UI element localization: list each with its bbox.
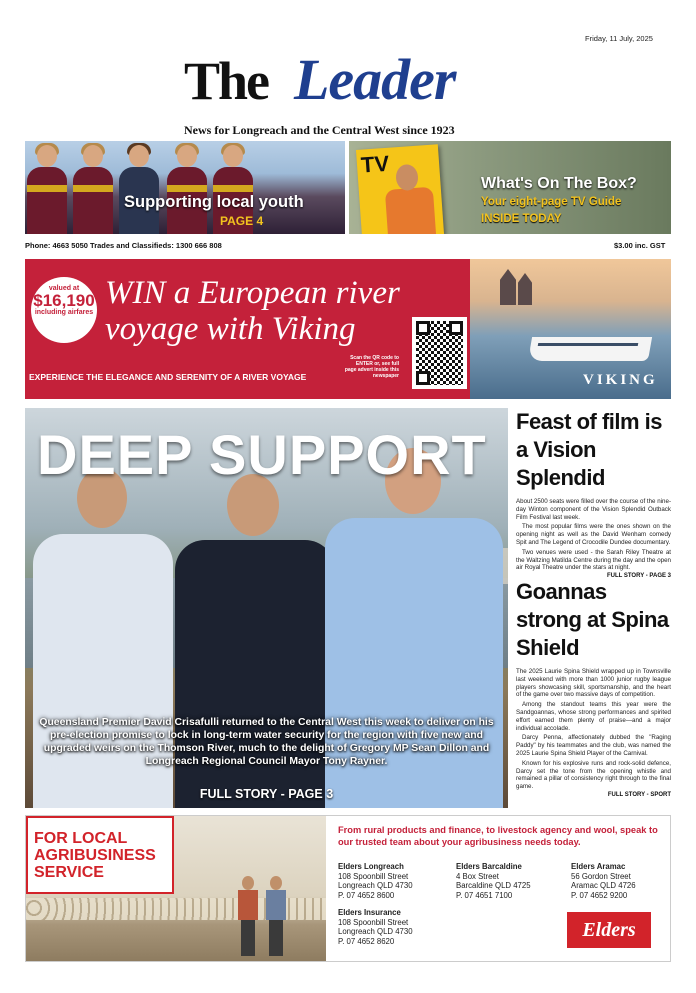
- tv-guide-mag-title: TV: [360, 150, 390, 178]
- side-story-2-p4: Known for his explosive runs and rock-solid defence, Darcy set the tone from the opening whistle and remained a pillar of consistency right through to the final game.: [516, 759, 671, 791]
- farmer-figure: [238, 876, 258, 956]
- contact-phone: Phone: 4663 5050 Trades and Classifieds: 1300 666 808: [25, 241, 222, 250]
- side-story-film[interactable]: [516, 408, 671, 579]
- elders-advert[interactable]: [25, 815, 671, 962]
- viking-red-panel: [25, 259, 470, 399]
- side-story-1-p3: Two venues were used - the Sarah Riley Theatre at the Waltzing Matilda Centre during the day and the open air Royal Theatre under the stars at night.: [516, 548, 671, 572]
- player-photo: [119, 145, 159, 234]
- lead-full-story-link[interactable]: FULL STORY - PAGE 3: [199, 787, 334, 801]
- masthead[interactable]: [184, 47, 514, 122]
- elders-logo[interactable]: Elders: [567, 912, 651, 948]
- promo-tv-guide[interactable]: [349, 141, 671, 234]
- player-photo: [73, 145, 113, 234]
- side-story-1-p2: The most popular films were the ones shown on the opening night as well as the David Wenham comedy Spit and The Legend of Crocodile Dundee documentary.: [516, 523, 671, 546]
- viking-experience: EXPERIENCE THE ELEGANCE AND SERENITY OF A RIVER VOYAGE: [29, 372, 307, 382]
- valued-amount: $16,190: [33, 291, 95, 310]
- viking-advert[interactable]: [25, 259, 671, 399]
- side-story-2-headline: Goannas strong at Spina Shield: [516, 579, 669, 660]
- viking-logo: VIKING: [583, 372, 658, 388]
- elders-barcaldine-address: Elders Barcaldine 4 Box Street Barcaldine QLD 4725 P. 07 4651 7100: [456, 862, 531, 900]
- elders-photo: [26, 816, 326, 961]
- elders-insurance-address: Elders Insurance 108 Spoonbill Street Longreach QLD 4730 P. 07 4652 8620: [338, 908, 413, 946]
- side-story-1-headline: Feast of film is a Vision Splendid: [516, 409, 663, 490]
- cathedral-spire: [500, 269, 516, 305]
- elders-longreach-address: Elders Longreach 108 Spoonbill Street Longreach QLD 4730 P. 07 4652 8600: [338, 862, 413, 900]
- lead-caption: Queensland Premier David Crisafulli returned to the Central West this week to deliver on his pre-election promise to lock in long-term water security for the region with five new and upgraded weirs on the Thomson River, much to the delight of Gregory MP Sean Dillon and Longreach Regional Council Mayor Tony Rayner.: [39, 717, 494, 767]
- viking-headline-1: WIN a European river: [105, 275, 400, 311]
- side-story-2-p3: Darcy Penna, affectionately dubbed the "Raging Paddy" by his teammates and the club, was named the 2025 Laurie Spina Shield Player of the Carnival.: [516, 734, 671, 757]
- cathedral-spire: [518, 273, 532, 305]
- promo-supporting-youth[interactable]: [25, 141, 345, 234]
- elders-service-text: FOR LOCAL AGRIBUSINESS SERVICE: [34, 830, 156, 881]
- river-ship-windows: [538, 343, 639, 346]
- qr-code[interactable]: [412, 317, 467, 389]
- side-story-2-more-link[interactable]: FULL STORY - SPORT: [607, 791, 671, 798]
- issue-date: Friday, 11 July, 2025: [585, 34, 653, 43]
- lead-headline: DEEP SUPPORT: [37, 423, 487, 486]
- tv-guide-cover: [356, 144, 444, 234]
- viking-headline-2: voyage with Viking: [105, 311, 356, 347]
- elders-aramac-address: Elders Aramac 56 Gordon Street Aramac QLD 4726 P. 07 4652 9200: [571, 862, 636, 900]
- lead-story-photo[interactable]: [25, 408, 508, 808]
- viking-cruise-photo: [470, 259, 671, 399]
- elders-copy: From rural products and finance, to livestock agency and wool, speak to our trusted team about your agribusiness needs today.: [338, 825, 658, 847]
- tv-guide-cover-person: [383, 163, 436, 234]
- player-photo: [167, 145, 207, 234]
- river-ship: [528, 337, 652, 361]
- tagline: News for Longreach and the Central West since 1923: [184, 123, 455, 137]
- masthead-the: The: [184, 51, 269, 111]
- promo-right-subtitle: Your eight-page TV Guide: [481, 196, 622, 208]
- promo-right-inside: INSIDE TODAY: [481, 213, 562, 225]
- farmer-figure: [266, 876, 286, 956]
- side-story-goannas[interactable]: [516, 578, 671, 798]
- valued-label: valued at: [48, 285, 80, 292]
- side-story-1-more-link[interactable]: FULL STORY - PAGE 3: [606, 573, 671, 580]
- player-photo: [27, 145, 67, 234]
- elders-service-box: [26, 816, 174, 894]
- valued-including: including airfares: [34, 309, 94, 316]
- promo-left-page: PAGE 4: [220, 214, 264, 228]
- cover-price: $3.00 inc. GST: [614, 241, 666, 250]
- side-story-1-p1: About 2500 seats were filled over the course of the nine-day Winton component of the Vision Splendid Outback Film Festival last week.: [516, 498, 671, 521]
- side-story-2-p2: Among the standout teams this year were the Sandgoannas, whose strong performances and spirited effort earned them plenty of praise—and a major individual accolade.: [516, 701, 671, 732]
- masthead-leader: Leader: [294, 47, 456, 112]
- side-story-2-p1: The 2025 Laurie Spina Shield wrapped up in Townsville last weekend with more than 1000 junior rugby league players showcasing skill, sportsmanship, and the heart of the game over two massive days of competition.: [516, 668, 671, 699]
- valued-badge: [31, 277, 97, 343]
- promo-right-title: What's On The Box?: [481, 175, 637, 192]
- viking-scan-text: Scan the QR code to ENTER or, see full page advert inside this newspaper: [344, 355, 399, 379]
- promo-left-title: Supporting local youth: [124, 193, 304, 211]
